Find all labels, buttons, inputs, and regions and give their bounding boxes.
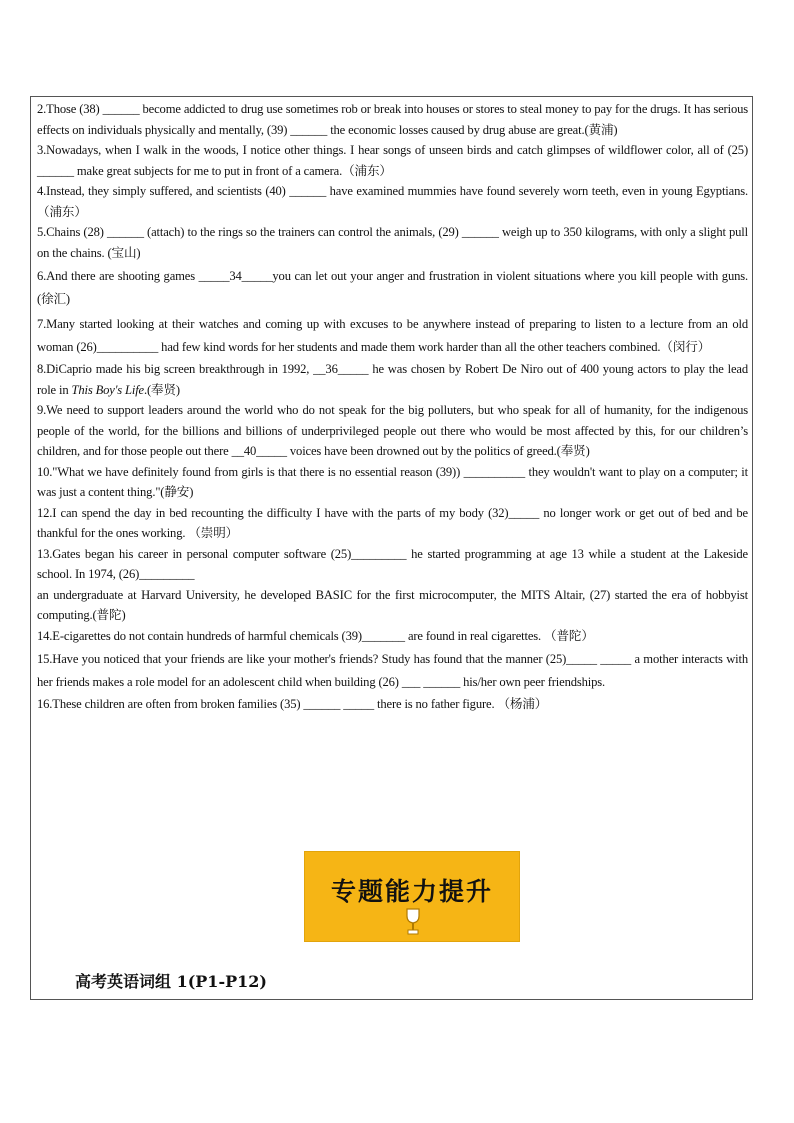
exercise-item-14: 14.E-cigarettes do not contain hundreds of harmful chemicals (39)_______ are found in real cigarettes. （普陀） [37, 628, 594, 643]
exercise-list [37, 99, 748, 715]
exercise-item-9: 9.We need to support leaders around the world who do not speak for the big polluters, but who speak for all of humanity, for the indigenous people of the world, for the billions and billions of underprivileged people out there who would be most affected by this, for our children’s children, and for those people out there __40_____ voices have been drowned out by the politics of greed.(奉贤) [37, 403, 748, 458]
banner-title: 专题能力提升 [330, 877, 493, 906]
exercise-item-13-cont: an undergraduate at Harvard University, he developed BASIC for the first microcomputer, the MITS Altair, (27) started the era of hobbyist computing.(普陀) [37, 587, 748, 622]
document-frame [30, 96, 753, 1000]
exercise-item-16: 16.These children are often from broken families (35) ______ _____ there is no father figure. （杨浦） [37, 697, 548, 711]
exercise-item-6: 6.And there are shooting games _____34_____you can let out your anger and frustration in violent situations where you kill people with guns. (徐汇) [37, 269, 748, 306]
item8-text-before: 8.DiCaprio made his big screen breakthrough in 1992, __36_____ he was chosen by Robert De Niro out of 400 young actors to play the lead role in [37, 362, 748, 397]
exercise-item-13: 13.Gates began his career in personal computer software (25)_________ he started programming at age 13 while a student at the Lakeside school. In 1974, (26)_________ [37, 546, 748, 581]
ability-boost-banner [304, 851, 520, 942]
exercise-item-2: 2.Those (38) ______ become addicted to drug use sometimes rob or break into houses or stores to steal money to pay for the drugs. It has serious effects on individuals physically and mentally, (39) ______ the economic losses caused by drug abuse are great.(黄浦) [37, 102, 748, 137]
exercise-item-8 [37, 359, 748, 400]
trophy-icon [404, 907, 422, 937]
exercise-item-4: 4.Instead, they simply suffered, and scientists (40) ______ have examined mummies have found severely worn teeth, even in young Egyptians.（浦东） [37, 184, 748, 219]
exercise-item-7: 7.Many started looking at their watches and coming up with excuses to be anywhere instead of preparing to listen to a lecture from an old woman (26)__________ had few kind words for her students and made them work harder than all the other teachers combined.（闵行） [37, 317, 748, 354]
item8-film-title: This Boy's Life [71, 382, 144, 397]
exercise-item-12: 12.I can spend the day in bed recounting the difficulty I have with the parts of my body (32)_____ no longer work or get out of bed and be thankful for the ones working. （崇明） [37, 505, 748, 540]
exercise-item-5: 5.Chains (28) ______ (attach) to the rings so the trainers can control the animals, (29) ______ weigh up to 350 kilograms, with only a slight pull on the chains. (宝山) [37, 225, 748, 260]
item8-text-after: .(奉贤) [144, 382, 180, 397]
exercise-item-10: 10."What we have definitely found from girls is that there is no essential reason (39)) __________ they wouldn't want to play on a computer; it was just a content thing."(静安) [37, 464, 748, 499]
exercise-item-15: 15.Have you noticed that your friends are like your mother's friends? Study has found that the manner (25)_____ _____ a mother interacts with her friends makes a role model for an adolescent child when building (26) ___ ______ his/her own peer friendships. [37, 652, 748, 689]
footer-title: 高考英语词组 1(P1-P12) [75, 972, 267, 991]
exercise-item-3: 3.Nowadays, when I walk in the woods, I notice other things. I hear songs of unseen birds and catch glimpses of wildflower color, all of (25) ______ make great subjects for me to put in front of a camera.（浦东） [37, 143, 748, 178]
